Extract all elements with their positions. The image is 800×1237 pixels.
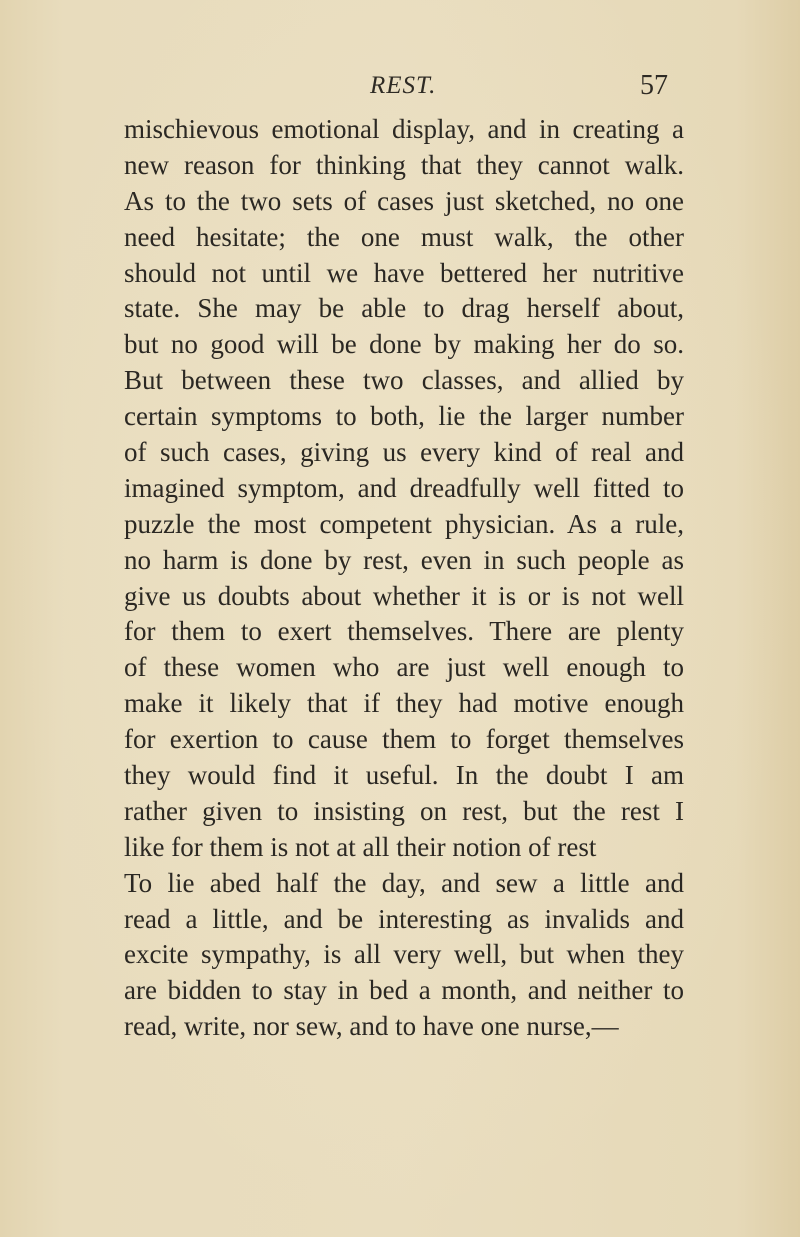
text-line: but no good will be done by making her do so. (124, 329, 684, 360)
text-line: mischievous emotional display, and in creating a (124, 114, 684, 144)
text-line: for them to exert themselves. There are plenty (124, 616, 684, 647)
text-line: of these women who are just well enough to (124, 652, 684, 683)
text-line: As to the two sets of cases just sketched, no one (124, 185, 684, 216)
page-number: 57 (640, 70, 668, 101)
text-line: state. She may be able to drag herself about, (124, 293, 684, 324)
text-line: To lie abed half the day, and sew a little and (124, 867, 684, 898)
text-line: imagined symptom, and dreadfully well fitted to (124, 472, 684, 503)
text-line: read a little, and be interesting as invalids and (124, 903, 684, 934)
text-line: for exertion to cause them to forget themselves (124, 724, 684, 755)
text-line: give us doubts about whether it is or is not well (124, 580, 684, 611)
text-line: certain symptoms to both, lie the larger number (124, 401, 684, 432)
text-line: need hesitate; the one must walk, the other (124, 221, 684, 252)
text-line: of such cases, giving us every kind of real and (124, 437, 684, 468)
text-line: But between these two classes, and allied by (124, 365, 684, 396)
text-line: read, write, nor sew, and to have one nurse,— (124, 1011, 619, 1042)
text-line: are bidden to stay in bed a month, and neither to (124, 975, 684, 1006)
text-line: rather given to insisting on rest, but the rest I (124, 795, 684, 826)
text-line: like for them is not at all their notion of rest (124, 831, 597, 862)
text-line: they would find it useful. In the doubt I am (124, 760, 684, 791)
body-text (124, 112, 684, 1045)
text-line: no harm is done by rest, even in such people as (124, 544, 684, 575)
text-line: should not until we have bettered her nutritive (124, 257, 684, 288)
text-line: make it likely that if they had motive enough (124, 688, 684, 719)
text-line: puzzle the most competent physician. As a rule, (124, 508, 684, 539)
text-line: excite sympathy, is all very well, but when they (124, 939, 684, 970)
text-line: new reason for thinking that they cannot walk. (124, 149, 684, 180)
running-title: REST. (370, 72, 437, 99)
